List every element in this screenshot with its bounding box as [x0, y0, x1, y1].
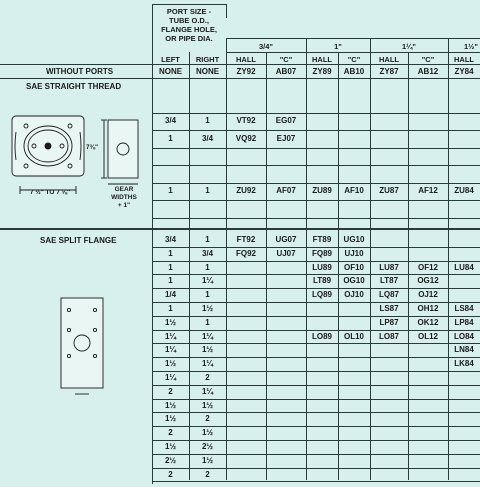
- split-flange-row-rule: [152, 399, 480, 400]
- split-flange-left-port-cell: 1: [168, 262, 173, 272]
- split-flange-right-port-cell: 2: [205, 414, 210, 424]
- none-right: NONE: [195, 67, 220, 76]
- straight-thread-row-rule: [152, 113, 480, 114]
- split-flange-hall-1-cell: LT89: [312, 276, 332, 286]
- split-flange-left-port-cell: 1: [168, 276, 173, 286]
- without-ports-code: ZY89: [312, 67, 332, 76]
- group-top-rule: [226, 38, 480, 39]
- straight-thread-right-port-cell: 1: [205, 186, 210, 196]
- split-flange-right-port-cell: 2: [205, 469, 210, 479]
- port-size-line: TUBE O.D.,: [168, 16, 209, 25]
- split-flange-right-port-cell: 1¼: [201, 331, 214, 341]
- subheader-rule: [152, 64, 480, 65]
- split-flange-left-port-cell: 1: [168, 248, 173, 258]
- straight-thread-left-port-cell: 1: [168, 186, 173, 196]
- split-flange-c-1-1-4-cell: OG12: [417, 276, 439, 286]
- split-flange-left-port-cell: 1¼: [164, 345, 177, 355]
- split-flange-row-rule: [152, 385, 480, 386]
- port-size-line: FLANGE HOLE,: [161, 25, 217, 34]
- straight-thread-title: SAE STRAIGHT THREAD: [26, 82, 122, 91]
- split-flange-hall-3-4-cell: FQ92: [235, 248, 256, 258]
- split-flange-c-1-cell: UJ10: [344, 248, 364, 258]
- split-flange-c-1-1-4-cell: OJ12: [418, 290, 438, 300]
- section-separator: [0, 228, 480, 230]
- straight-thread-row-rule: [152, 130, 480, 131]
- split-flange-c-3-4-cell: UG07: [275, 234, 297, 244]
- column-divider: [306, 38, 307, 480]
- split-flange-right-port-cell: 1: [205, 290, 210, 300]
- straight-thread-left-port-cell: 1: [168, 133, 173, 143]
- gear-line: + 1": [117, 202, 131, 209]
- group-header-1: 1": [334, 42, 342, 51]
- straight-thread-row-rule: [152, 200, 480, 201]
- split-flange-row-rule: [152, 426, 480, 427]
- split-flange-right-port-cell: 3/4: [201, 248, 214, 258]
- split-flange-row-rule: [152, 412, 480, 413]
- straight-thread-row-rule: [152, 183, 480, 184]
- split-flange-right-port-cell: 1½: [201, 400, 214, 410]
- split-flange-hall-1-cell: FQ89: [311, 248, 332, 258]
- split-flange-left-port-cell: 2: [168, 386, 173, 396]
- split-flange-left-port-cell: 1½: [164, 359, 177, 369]
- split-flange-c-1-1-4-cell: OF12: [417, 262, 438, 272]
- split-flange-right-port-cell: 1: [205, 262, 210, 272]
- straight-thread-hall-3-4-cell: ZU92: [236, 186, 256, 196]
- split-flange-row-rule: [152, 343, 480, 344]
- split-flange-left-port-cell: 1/4: [164, 290, 177, 300]
- split-flange-c-1-cell: OG10: [343, 276, 365, 286]
- subheader-rule-left: [0, 64, 152, 65]
- split-flange-right-port-cell: 1½: [201, 345, 214, 355]
- pump-end-view-icon: [101, 120, 138, 184]
- split-flange-row-rule: [152, 330, 480, 331]
- split-flange-hall-1-cell: LU89: [312, 262, 332, 272]
- sub-hall: HALL: [454, 55, 474, 64]
- straight-thread-row-rule: [152, 148, 480, 149]
- straight-thread-right-port-cell: 3/4: [201, 133, 214, 143]
- split-flange-hall-1-cell: FT89: [312, 234, 332, 244]
- split-flange-left-port-cell: 1½: [164, 441, 177, 451]
- straight-thread-row-rule: [152, 218, 480, 219]
- split-flange-title: SAE SPLIT FLANGE: [40, 236, 117, 245]
- straight-thread-hall-3-4-cell: VT92: [236, 116, 256, 126]
- split-flange-right-port-cell: 1: [205, 317, 210, 327]
- split-flange-hall-3-4-cell: FT92: [236, 234, 256, 244]
- without-ports-label: WITHOUT PORTS: [46, 67, 114, 76]
- split-flange-c-1-cell: OF10: [343, 262, 364, 272]
- dim-height-label: 7⅜": [86, 144, 99, 151]
- split-flange-hall-1-1-2-cell: LS84: [454, 303, 474, 313]
- gear-widths-note: [106, 186, 142, 210]
- without-ports-code: ZY87: [379, 67, 399, 76]
- column-divider: [448, 38, 449, 480]
- split-flange-hall-1-1-2-cell: LN84: [454, 345, 474, 355]
- split-flange-row-rule: [152, 454, 480, 455]
- straight-thread-hall-1-cell: ZU89: [312, 186, 332, 196]
- split-flange-left-port-cell: 3/4: [164, 234, 177, 244]
- straight-thread-hall-3-4-cell: VQ92: [235, 133, 257, 143]
- dim-width-label: 7 ½" TO 7 ⅝": [29, 189, 71, 196]
- split-flange-left-port-cell: 2: [168, 469, 173, 479]
- port-size-line: OR PIPE DIA.: [165, 34, 213, 43]
- split-flange-row-rule: [152, 247, 480, 248]
- split-flange-c-1-cell: UG10: [343, 234, 365, 244]
- split-flange-hall-1-cell: LQ89: [311, 290, 332, 300]
- sub-right: RIGHT: [195, 55, 220, 64]
- sub-hall: HALL: [379, 55, 399, 64]
- group-header-3-4: 3/4": [259, 42, 273, 51]
- split-flange-c-1-cell: OJ10: [344, 290, 364, 300]
- split-flange-c-1-1-4-cell: OK12: [417, 317, 439, 327]
- split-flange-right-port-cell: 1¼: [201, 386, 214, 396]
- split-flange-left-port-cell: 1: [168, 303, 173, 313]
- split-flange-row-rule: [152, 261, 480, 262]
- split-flange-hall-1-1-4-cell: LS87: [379, 303, 399, 313]
- split-flange-row-rule: [152, 302, 480, 303]
- port-size-line: PORT SIZE -: [166, 7, 212, 16]
- split-flange-right-port-cell: 1½: [201, 303, 214, 313]
- without-ports-code: AB10: [343, 67, 365, 76]
- split-flange-hall-1-1-4-cell: LP87: [379, 317, 399, 327]
- sub-left: LEFT: [161, 55, 180, 64]
- split-flange-row-rule: [152, 316, 480, 317]
- group-header-1-1-2: 1½": [464, 42, 478, 51]
- split-flange-right-port-cell: 1½: [201, 455, 214, 465]
- straight-thread-c-3-4-cell: EJ07: [276, 133, 296, 143]
- split-flange-left-port-cell: 1¼: [164, 331, 177, 341]
- split-flange-row-rule: [152, 371, 480, 372]
- sub-hall: HALL: [236, 55, 256, 64]
- straight-thread-row-rule: [152, 165, 480, 166]
- column-divider: [226, 38, 227, 480]
- split-flange-left-port-cell: 2½: [164, 455, 177, 465]
- straight-thread-hall-1-1-4-cell: ZU87: [379, 186, 399, 196]
- split-flange-c-1-cell: OL10: [343, 331, 364, 341]
- split-flange-right-port-cell: 1¼: [201, 276, 214, 286]
- split-flange-c-1-1-4-cell: OH12: [417, 303, 439, 313]
- split-flange-left-port-cell: 2: [168, 428, 173, 438]
- without-ports-code: ZY92: [236, 67, 256, 76]
- pump-side-view-icon: [12, 116, 84, 194]
- none-left: NONE: [158, 67, 183, 76]
- straight-thread-left-port-cell: 3/4: [164, 116, 177, 126]
- split-flange-right-port-cell: 1¼: [201, 359, 214, 369]
- split-flange-hall-1-1-2-cell: LO84: [453, 331, 474, 341]
- header-top-rule: [152, 4, 226, 5]
- sub-hall: HALL: [312, 55, 332, 64]
- straight-thread-hall-1-1-2-cell: ZU84: [454, 186, 474, 196]
- column-divider: [370, 38, 371, 480]
- straight-thread-c-3-4-cell: AF07: [276, 186, 296, 196]
- split-flange-left-port-cell: 1½: [164, 400, 177, 410]
- split-flange-hall-1-1-2-cell: LU84: [454, 262, 474, 272]
- group-bottom-rule: [226, 52, 480, 53]
- group-header-1-1-4: 1¼": [402, 42, 416, 51]
- split-flange-c-3-4-cell: UJ07: [276, 248, 296, 258]
- split-flange-row-rule: [152, 357, 480, 358]
- split-flange-right-port-cell: 1: [205, 234, 210, 244]
- straight-thread-right-port-cell: 1: [205, 116, 210, 126]
- split-flange-hall-1-cell: LO89: [311, 331, 332, 341]
- split-flange-right-port-cell: 2½: [201, 441, 214, 451]
- split-flange-row-rule: [152, 274, 480, 275]
- without-ports-code: ZY84: [454, 67, 474, 76]
- sub-c: "C": [347, 55, 361, 64]
- split-flange-c-1-1-4-cell: OL12: [417, 331, 438, 341]
- without-ports-code: AB07: [275, 67, 297, 76]
- split-flange-pump-drawing: [55, 290, 115, 400]
- split-flange-row-rule: [152, 481, 480, 482]
- split-flange-left-port-cell: 1½: [164, 317, 177, 327]
- straight-thread-c-1-1-4-cell: AF12: [418, 186, 438, 196]
- without-ports-code: AB12: [417, 67, 439, 76]
- flange-view-icon: [61, 298, 103, 394]
- split-flange-hall-1-1-4-cell: LO87: [378, 331, 399, 341]
- straight-thread-c-1-cell: AF10: [344, 186, 364, 196]
- split-flange-hall-1-1-4-cell: LT87: [379, 276, 399, 286]
- split-flange-right-port-cell: 2: [205, 372, 210, 382]
- sub-c: "C": [279, 55, 293, 64]
- split-flange-right-port-cell: 1½: [201, 428, 214, 438]
- split-flange-left-port-cell: 1½: [164, 414, 177, 424]
- sub-c: "C": [421, 55, 435, 64]
- split-flange-left-port-cell: 1¼: [164, 372, 177, 382]
- split-flange-hall-1-1-4-cell: LQ87: [378, 290, 399, 300]
- split-flange-hall-1-1-2-cell: LK84: [454, 359, 474, 369]
- straight-thread-c-3-4-cell: EG07: [275, 116, 297, 126]
- split-flange-row-rule: [152, 440, 480, 441]
- gear-line: WIDTHS: [111, 194, 137, 201]
- gear-line: GEAR: [114, 186, 134, 193]
- header-divider: [226, 4, 227, 18]
- split-flange-row-rule: [152, 288, 480, 289]
- split-flange-hall-1-1-4-cell: LU87: [379, 262, 399, 272]
- port-size-header: [152, 7, 226, 43]
- split-flange-hall-1-1-2-cell: LP84: [454, 317, 474, 327]
- split-flange-row-rule: [152, 468, 480, 469]
